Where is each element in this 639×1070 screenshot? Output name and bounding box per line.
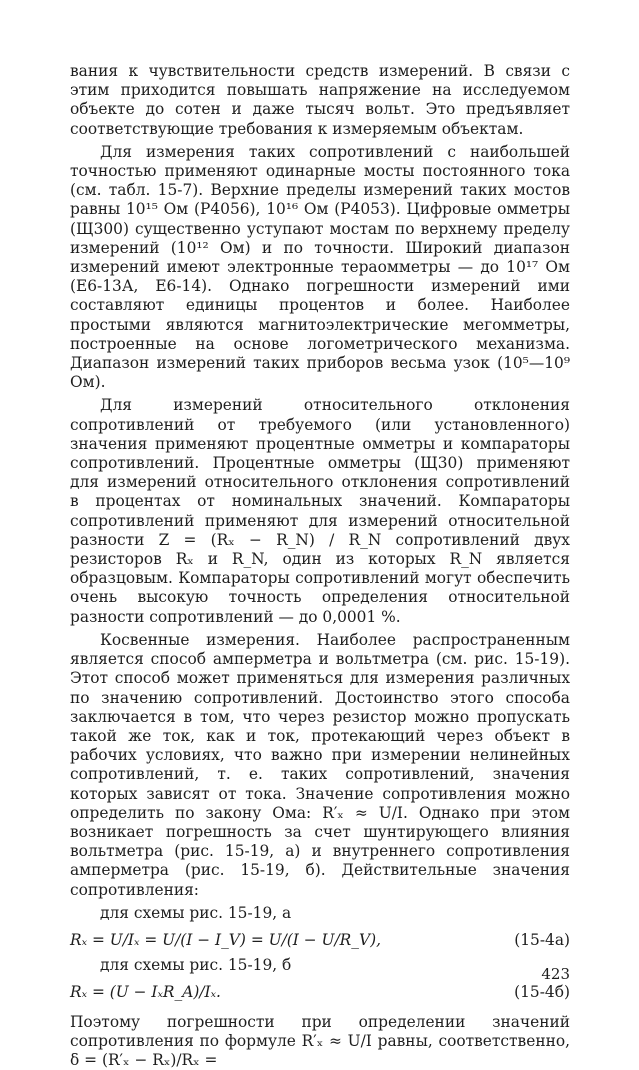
paragraph-intro: вания к чувствительности средств измерений. В связи с этим приходится повышать напряжение на исследуемом объекте до сотен и даже тысяч вольт. Это предъявляет соответствующие требования к измеряемым объектам. xyxy=(70,62,570,138)
formula-15-4a xyxy=(70,931,570,950)
paragraph-bridges: Для измерения таких сопротивлений с наибольшей точностью применяют одинарные мосты постоянного тока (см. табл. 15-7). Верхние пределы измерений таких мостов равны 10¹⁵ Ом (Р4056), 10¹⁶ Ом (Р4053). Цифровые омметры (Щ300) существенно уступают мостам по верхнему пределу измерений (10¹² Ом) и по точности. Широкий диапазон измерений имеют электронные тераомметры — до 10¹⁷ Ом (Е6-13А, Е6-14). Однако погрешности измерений ими составляют единицы процентов и более. Наиболее простыми являются магнитоэлектрические мегомметры, построенные на основе логометрического механизма. Диапазон измерений таких приборов весьма узок (10⁵—10⁹ Ом). xyxy=(70,142,570,392)
formula-b-intro: для схемы рис. 15-19, б xyxy=(100,956,292,975)
paragraph-indirect: Косвенные измерения. Наиболее распространенным является способ амперметра и вольтметра (см. рис. 15-19). Этот способ может применяться для измерения различных по значению сопротивлений. Достоинство этого способа заключается в том, что через резистор можно пропускать такой же ток, как и ток, протекающий через объект в рабочих условиях, что важно при измерении нелинейных сопротивлений, т. е. таких сопротивлений, значения которых зависят от тока. Значение сопротивления можно определить по закону Ома: R′ₓ ≈ U/I. Однако при этом возникает погрешность за счет шунтирующего влияния вольтметра (рис. 15-19, а) и внутреннего сопротивления амперметра (рис. 15-19, б). Действительные значения сопротивления: xyxy=(70,630,570,899)
formula-a-number: (15-4а) xyxy=(514,930,570,949)
formula-b-number: (15-4б) xyxy=(514,983,570,1002)
formula-a-intro: для схемы рис. 15-19, а xyxy=(100,903,292,922)
paragraph-comparators: Для измерений относительного отклонения сопротивлений от требуемого (или установленного) значения применяют процентные омметры и компараторы сопротивлений. Процентные омметры (Щ30) применяют для измерений относительного отклонения сопротивлений в процентах от номинальных значений. Компараторы сопротивлений применяют для измерений относительной разности Z = (Rₓ − R_N) / R_N сопротивлений двух резисторов Rₓ и R_N, один из которых R_N является образцовым. Компараторы сопротивлений могут обеспечить очень высокую точность определения относительной разности сопротивлений — до 0,0001 %. xyxy=(70,396,570,626)
paragraph-closing: Поэтому погрешности при определении значений сопротивления по формуле R′ₓ ≈ U/I равны, соответственно, δ = (R′ₓ − Rₓ)/Rₓ = xyxy=(70,1012,570,1069)
formula-a-expression: Rₓ = U/Iₓ = U/(I − I_V) = U/(I − U/R_V), xyxy=(70,930,381,949)
formula-b-expression: Rₓ = (U − IₓR_A)/Iₓ. xyxy=(70,983,221,1002)
document-page xyxy=(70,62,570,1070)
page-number: 423 xyxy=(541,965,570,983)
